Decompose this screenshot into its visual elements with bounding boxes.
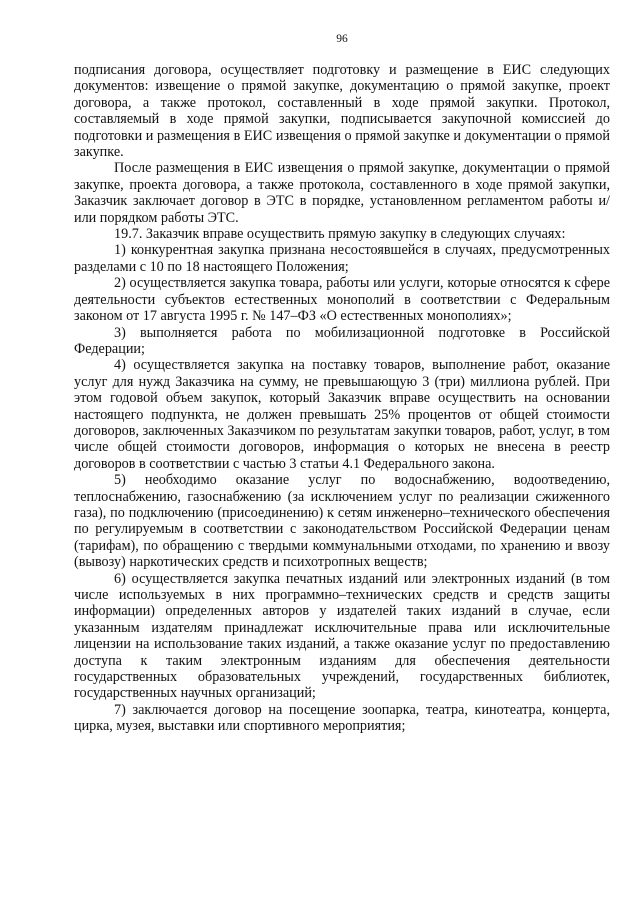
list-item-1: 1) конкурентная закупка признана несостоявшейся в случаях, предусмотренных разделами с 10 по 18 настоящего Положения; bbox=[74, 242, 610, 275]
list-item-5: 5) необходимо оказание услуг по водоснабжению, водоотведению, теплоснабжению, газоснабжению (за исключением услуг по реализации сжиженного газа), по подключению (присоединению) к сетям инженерно–технического обеспечения по регулируемым в соответствии с законодательством Российской Федерации ценам (тарифам), по обращению с твердыми коммунальными отходами, по хранению и ввозу (вывозу) наркотических средств и психотропных веществ; bbox=[74, 472, 610, 571]
paragraph-19-7-heading: 19.7. Заказчик вправе осуществить прямую закупку в следующих случаях: bbox=[114, 226, 566, 243]
paragraph-after-posting: После размещения в ЕИС извещения о прямой закупке, документации о прямой закупке, проекта договора, а также протокола, составленного в ходе прямой закупки, Заказчик заключает договор в ЭТС в порядке, установленном регламентом работы и/или порядком работы ЭТС. bbox=[74, 160, 610, 226]
document-page bbox=[74, 32, 610, 735]
list-item-2: 2) осуществляется закупка товара, работы или услуги, которые относятся к сфере деятельности субъектов естественных монополий в соответствии с Федеральным законом от 17 августа 1995 г. № 147–ФЗ «О естественных монополиях»; bbox=[74, 275, 610, 325]
list-item-7: 7) заключается договор на посещение зоопарка, театра, кинотеатра, концерта, цирка, музея, выставки или спортивного мероприятия; bbox=[74, 701, 610, 735]
list-item-4: 4) осуществляется закупка на поставку товаров, выполнение работ, оказание услуг для нужд Заказчика на сумму, не превышающую 3 (три) миллиона рублей. При этом годовой объем закупок, который Заказчик вправе осуществить на основании настоящего подпункта, не должен превышать 25% процентов от общей стоимости договоров, заключенных Заказчиком по результатам закупки товаров, работ, услуг, в том числе общей стоимости договоров, информация о которых не внесена в реестр договоров в соответствии с частью 3 статьи 4.1 Федерального закона. bbox=[74, 357, 610, 472]
page-number: 96 bbox=[336, 33, 348, 45]
document-body bbox=[74, 62, 610, 735]
paragraph-continuation: подписания договора, осуществляет подготовку и размещение в ЕИС следующих документов: извещение о прямой закупке, документацию о прямой закупке, проект договора, а также протокол, составленный в ходе прямой закупки. Протокол, составляемый в ходе прямой закупки, подписывается закупочной комиссией до подготовки и размещения в ЕИС извещения о прямой закупке и документации о прямой закупке. bbox=[74, 62, 610, 161]
list-item-6: 6) осуществляется закупка печатных изданий или электронных изданий (в том числе используемых в них программно–технических средств и средств защиты информации) определенных авторов у издателей таких изданий в случае, если указанным издателям принадлежат исключительные права или исключительные лицензии на использование таких изданий, а также оказание услуг по предоставлению доступа к таким электронным изданиям для обеспечения деятельности государственных образовательных учреждений, государственных библиотек, государственных научных организаций; bbox=[74, 570, 610, 702]
list-item-3: 3) выполняется работа по мобилизационной подготовке в Российской Федерации; bbox=[74, 324, 610, 357]
